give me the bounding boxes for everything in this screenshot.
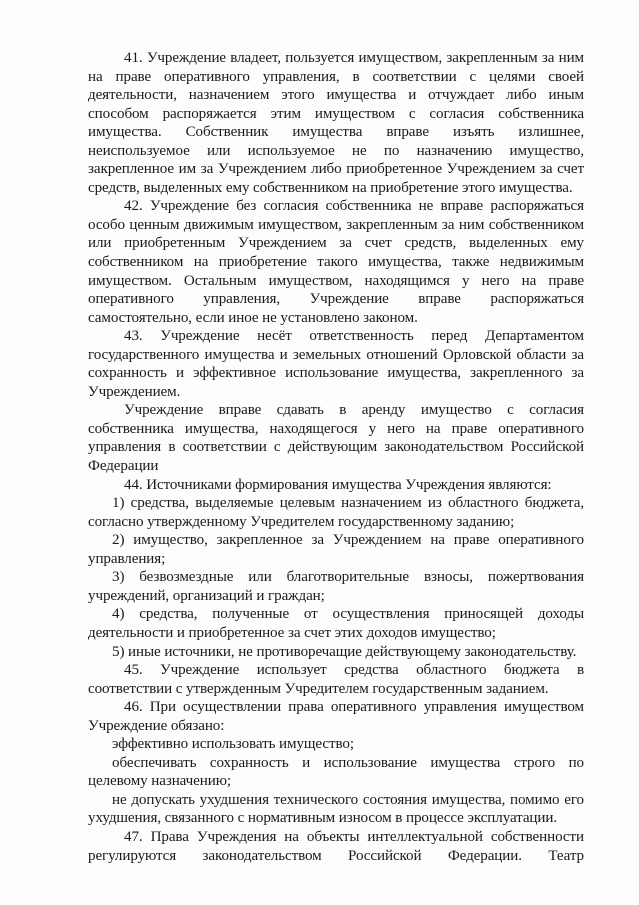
paragraph-46: 46. При осуществлении права оперативного управления имуществом Учреждение обязано: bbox=[88, 699, 584, 734]
list-item-1: 1) средства, выделяемые целевым назначением из областного бюджета, согласно утвержденному Учредителем государственному заданию; bbox=[88, 495, 584, 530]
list-item-3: 3) безвозмездные или благотворительные взносы, пожертвования учреждений, организаций и граждан; bbox=[88, 569, 584, 604]
obligation-3: не допускать ухудшения технического состояния имущества, помимо его ухудшения, связанного с нормативным износом в процессе эксплуатации. bbox=[88, 791, 584, 827]
document-body bbox=[88, 49, 584, 865]
obligation-2: обеспечивать сохранность и использование имущества строго по целевому назначению; bbox=[88, 754, 584, 790]
list-item-5: 5) иные источники, не противоречащие действующему законодательству. bbox=[112, 643, 577, 660]
paragraph-45: 45. Учреждение использует средства областного бюджета в соответствии с утвержденным Учредителем государственным заданием. bbox=[88, 662, 584, 697]
paragraph-47: 47. Права Учреждения на объекты интеллектуальной собственности регулируются законодательством Российской Федерации. Театр bbox=[88, 828, 584, 864]
list-item-4: 4) средства, полученные от осуществления приносящей доходы деятельности и приобретенное за счет этих доходов имущество; bbox=[88, 606, 584, 641]
paragraph-42: 42. Учреждение без согласия собственника не вправе распоряжаться особо ценным движимым имуществом, закрепленным за ним собственником или приобретенным Учреждением за счет средств, выделенных ему собственником на приобретение такого имущества, также недвижимым имуществом. Остальным имуществом, находящимся у него на праве оперативного управления, Учреждение вправе распоряжаться самостоятельно, если иное не установлено законом. bbox=[88, 198, 584, 326]
paragraph-43-rent: Учреждение вправе сдавать в аренду имущество с согласия собственника имущества, находящегося у него на праве оперативного управления в соответствии с действующим законодательством Российской Федерации bbox=[88, 402, 584, 475]
list-item-2: 2) имущество, закрепленное за Учреждением на праве оперативного управления; bbox=[88, 532, 584, 567]
paragraph-41: 41. Учреждение владеет, пользуется имуществом, закрепленным за ним на праве оперативного управления, в соответствии с целями своей деятельности, назначением этого имущества и отчуждает либо иным способом распоряжается этим имуществом с согласия собственника имущества. Собственник имущества вправе изъять излишнее, неиспользуемое или используемое не по назначению имущество, закрепленное им за Учреждением либо приобретенное Учреждением за счет средств, выделенных ему собственником на приобретение этого имущества. bbox=[88, 50, 584, 196]
paragraph-44: 44. Источниками формирования имущества Учреждения являются: bbox=[124, 476, 552, 493]
obligation-1: эффективно использовать имущество; bbox=[112, 736, 354, 753]
paragraph-43: 43. Учреждение несёт ответственность перед Департаментом государственного имущества и земельных отношений Орловской области за сохранность и эффективное использование имущества, закрепленного за Учреждением. bbox=[88, 328, 584, 400]
